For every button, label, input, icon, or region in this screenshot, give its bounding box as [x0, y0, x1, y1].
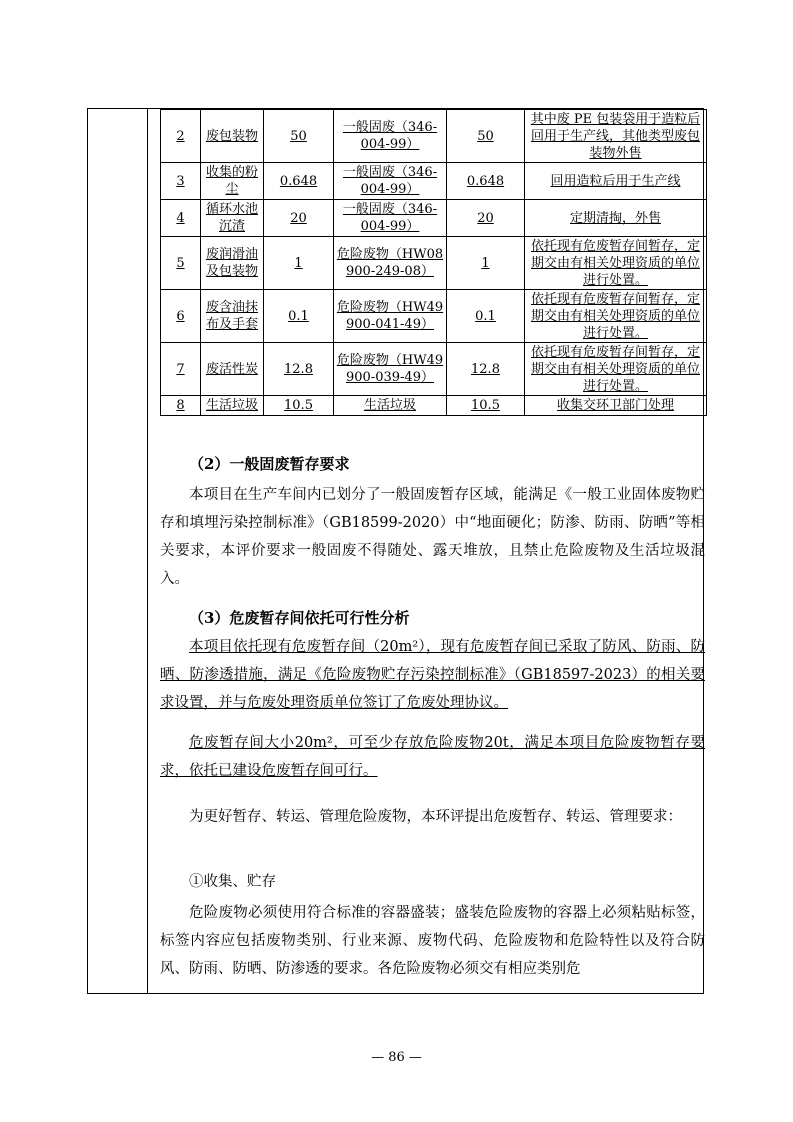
waste-name: 废润滑油及包装物	[201, 237, 264, 290]
table-row	[161, 290, 707, 343]
disposal-method: 依托现有危废暂存间暂存，定期交由有相关处理资质的单位进行处置。	[525, 343, 707, 396]
disposal-method: 其中废 PE 包装袋用于造粒后回用于生产线，其他类型废包装物外售	[525, 110, 707, 163]
section-3-paragraph-2: 危废暂存间大小20m²，可至少存放危险废物20t，满足本项目危险废物暂存要求，依托已建设危废暂存间可行。	[160, 735, 705, 779]
row-no: 3	[161, 163, 201, 200]
waste-amount: 50	[264, 110, 334, 163]
waste-category: 危险废物（HW08 900-249-08）	[334, 237, 447, 290]
waste-category: 危险废物（HW49 900-039-49）	[334, 343, 447, 396]
disposal-amount: 50	[447, 110, 525, 163]
table-row	[161, 343, 707, 396]
disposal-amount: 20	[447, 200, 525, 237]
disposal-amount: 10.5	[447, 396, 525, 416]
waste-amount: 10.5	[264, 396, 334, 416]
row-no: 7	[161, 343, 201, 396]
disposal-amount: 12.8	[447, 343, 525, 396]
waste-name: 收集的粉尘	[201, 163, 264, 200]
section-3-paragraph-4: 危险废物必须使用符合标准的容器盛装；盛装危险废物的容器上必须粘贴标签，标签内容应包括废物类别、行业来源、废物代码、危险废物和危险特性以及符合防风、防雨、防晒、防渗透的要求。各危险废物必须交有相应类别危	[160, 905, 705, 977]
solid-waste-table	[160, 109, 707, 416]
waste-amount: 0.648	[264, 163, 334, 200]
disposal-method: 依托现有危废暂存间暂存，定期交由有相关处理资质的单位进行处置。	[525, 290, 707, 343]
disposal-method: 定期清掏，外售	[525, 200, 707, 237]
disposal-method: 依托现有危废暂存间暂存，定期交由有相关处理资质的单位进行处置。	[525, 237, 707, 290]
waste-category: 一般固废（346-004-99）	[334, 163, 447, 200]
waste-amount: 12.8	[264, 343, 334, 396]
table-row	[161, 396, 707, 416]
disposal-amount: 0.1	[447, 290, 525, 343]
waste-amount: 0.1	[264, 290, 334, 343]
waste-category: 生活垃圾	[334, 396, 447, 416]
waste-name: 废含油抹布及手套	[201, 290, 264, 343]
waste-name: 循环水池沉渣	[201, 200, 264, 237]
waste-category: 一般固废（346-004-99）	[334, 110, 447, 163]
report-frame	[87, 108, 704, 994]
subheading-collection-storage: ①收集、贮存	[189, 874, 276, 890]
waste-category: 危险废物（HW49 900-041-49）	[334, 290, 447, 343]
section-2-paragraph: 本项目在生产车间内已划分了一般固废暂存区域，能满足《一般工业固体废物贮存和填埋污染控制标准》（GB18599-2020）中“地面硬化；防渗、防雨、防晒”等相关要求，本评价要求一般固废不得随处、露天堆放，且禁止危险废物及生活垃圾混入。	[160, 487, 705, 587]
waste-category: 一般固废（346-004-99）	[334, 200, 447, 237]
disposal-amount: 1	[447, 237, 525, 290]
row-no: 6	[161, 290, 201, 343]
waste-amount: 20	[264, 200, 334, 237]
table-row	[161, 237, 707, 290]
disposal-method: 回用造粒后用于生产线	[525, 163, 707, 200]
table-row	[161, 163, 707, 200]
waste-amount: 1	[264, 237, 334, 290]
row-no: 4	[161, 200, 201, 237]
section-3-paragraph-3: 为更好暂存、转运、管理危险废物，本环评提出危废暂存、转运、管理要求：	[189, 809, 682, 825]
section-3-paragraph-1: 本项目依托现有危废暂存间（20m²），现有危废暂存间已采取了防风、防雨、防晒、防渗透措施，满足《危险废物贮存污染控制标准》（GB18597-2023）的相关要求设置，并与危废处理资质单位签订了危废处理协议。	[160, 639, 705, 711]
page-number: — 86 —	[371, 1050, 422, 1065]
section-3-title: （3）危废暂存间依托可行性分析	[189, 609, 410, 627]
left-label-column	[88, 109, 148, 993]
disposal-amount: 0.648	[447, 163, 525, 200]
row-no: 2	[161, 110, 201, 163]
section-2-title: （2）一般固废暂存要求	[189, 455, 350, 473]
waste-name: 废包装物	[201, 110, 264, 163]
row-no: 8	[161, 396, 201, 416]
disposal-method: 收集交环卫部门处理	[525, 396, 707, 416]
table-row	[161, 110, 707, 163]
waste-name: 废活性炭	[201, 343, 264, 396]
waste-name: 生活垃圾	[201, 396, 264, 416]
table-row	[161, 200, 707, 237]
row-no: 5	[161, 237, 201, 290]
content-cell	[149, 109, 703, 993]
